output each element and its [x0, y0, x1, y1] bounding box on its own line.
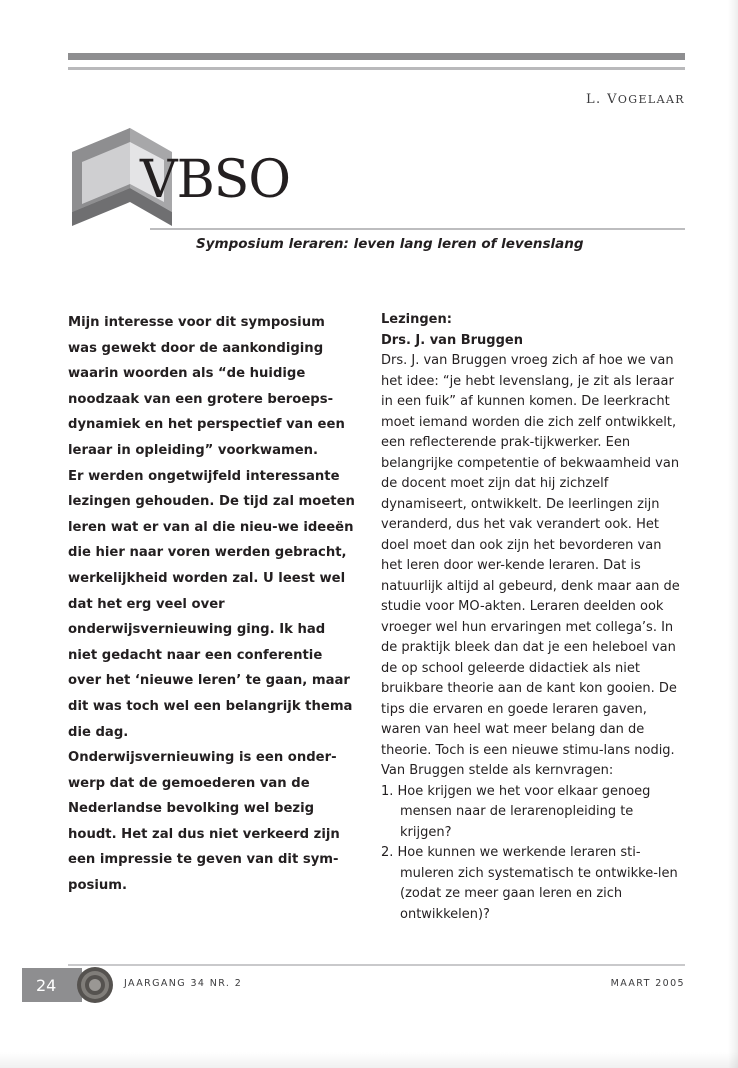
- logo-bso: BSO: [176, 150, 291, 210]
- page-bottom-shadow: [0, 1052, 738, 1068]
- speaker-name: Drs. J. van Bruggen: [381, 332, 523, 348]
- right-paragraph-2: Van Bruggen stelde als kernvragen:: [381, 763, 614, 778]
- list-item: 2. Hoe kunnen we werkende leraren sti-muleren zich systematisch te ontwikke-len (zodat ze meer gaan leren en zich ontwikkelen)?: [381, 845, 678, 922]
- right-paragraph-1: Drs. J. van Bruggen vroeg zich af hoe we van het idee: “je hebt levenslang, je zit als leraar in een fuik” af kunnen komen. De leerkracht moet iemand worden die zich zelf ontwikkelt, een reflecterende prak-tijkwerker. Een belangrijke competentie of bekwaamheid van de docent moet zijn dat hij zichzelf dynamiseert, ontwikkelt. De leerlingen zijn veranderd, dus het vak verandert ook. Het doel moet dan ook zijn het bevorderen van het leren door wer-kende leraren. Dat is natuurlijk altijd al gebeurd, denk maar aan de studie voor MO-akten. Leraren deelden ook vroeger wel hun ervaringen met collega’s. In de praktijk bleek dan dat je een heleboel van de op school geleerde didactiek als niet bruikbare theorie aan de kant kon gooien. De tips die ervaren en goede leraren gaven, waren van heel wat meer belang dan de theorie. Toch is een nieuwe stimu-lans nodig.: [381, 353, 680, 758]
- logo-wordmark: [140, 150, 290, 210]
- page-number-badge: 24: [22, 968, 82, 1002]
- key-questions-list: [381, 782, 685, 926]
- footer-rule: [68, 964, 685, 966]
- header-rule-thin: [68, 67, 685, 70]
- header-rule-thick: [68, 53, 685, 60]
- footer-issue: JAARGANG 34 NR. 2: [124, 978, 243, 989]
- logo-v: V: [140, 150, 177, 210]
- author-initial: L. V: [585, 92, 618, 107]
- footer-date: MAART 2005: [610, 978, 685, 989]
- left-paragraph-1: Mijn interesse voor dit symposium was gewekt door de aankondiging waarin woorden als “de huidige noodzaak van een grotere beroeps-dynamiek en het perspectief van een leraar in opleiding” voorkwamen.: [68, 315, 345, 458]
- lectures-heading: Lezingen:: [381, 312, 452, 327]
- page-edge-shadow: [728, 0, 738, 1068]
- seal-emblem-icon: [76, 966, 114, 1004]
- subtitle-rule: [150, 228, 685, 230]
- left-paragraph-3: Onderwijsvernieuwing is een onder-werp dat de gemoederen van de Nederlandse bevolking wel bezig houdt. Het zal dus niet verkeerd zijn een impressie te geven van dit sym-posium.: [68, 750, 340, 894]
- list-item: 1. Hoe krijgen we het voor elkaar genoeg mensen naar de lerarenopleiding te krijgen?: [381, 783, 651, 840]
- author-line: [586, 92, 685, 107]
- right-column: [381, 310, 685, 925]
- article-subtitle: Symposium leraren: leven lang leren of levenslang: [196, 236, 584, 252]
- author-surname: OGELAAR: [617, 93, 685, 106]
- left-paragraph-2: Er werden ongetwijfeld interessante lezingen gehouden. De tijd zal moeten leren wat er van al die nieu-we ideeën die hier naar voren werden gebracht, werkelijkheid worden zal. U leest wel dat het erg veel over onderwijsvernieuwing ging. Ik had niet gedacht naar een conferentie over het ‘nieuwe leren’ te gaan, maar dit was toch wel een belangrijk thema die dag.: [68, 468, 355, 740]
- left-column: [68, 310, 356, 899]
